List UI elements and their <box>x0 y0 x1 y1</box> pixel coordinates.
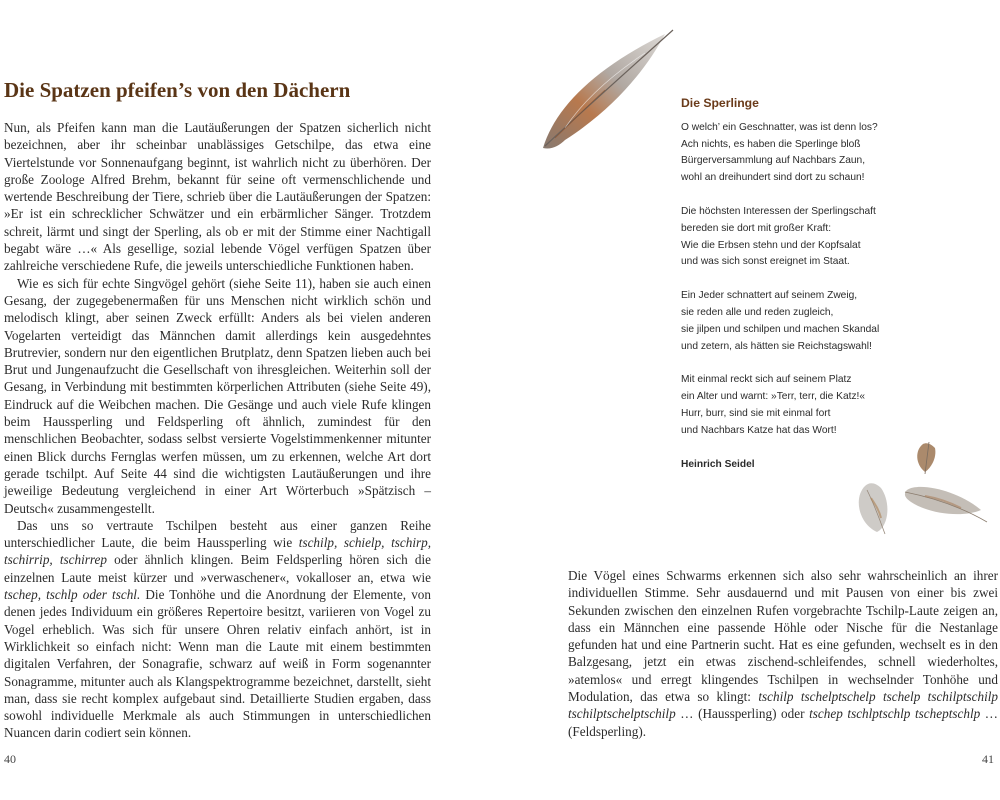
poem-line: Ein Jeder schnattert auf seinem Zweig, <box>681 290 858 302</box>
poem-line: Mit einmal reckt sich auf seinem Platz <box>681 374 852 386</box>
page-number-left: 40 <box>4 752 16 766</box>
poem-stanza <box>681 204 931 271</box>
call-transcription: tschep tschlptschlp tscheptschlp <box>809 706 981 722</box>
poem-line: Bürgerversammlung auf Nachbars Zaun, <box>681 155 866 167</box>
feather-illustration <box>535 28 685 178</box>
poem-line: O welch’ ein Geschnatter, was ist denn los? <box>681 121 878 133</box>
paragraph <box>4 119 431 275</box>
text-run: Das uns so vertraute Tschilpen besteht aus einer ganzen Reihe unterschiedlicher Laute, die beim Haussperling wie <box>4 517 431 551</box>
text-run: Nun, als Pfeifen kann man die Lautäußerungen der Spatzen sicherlich nicht bezeichnen, aber ihr scheinbar unablässiges Getschilpe, das etwa eine Viertelstunde vor Sonnenaufgang beginnt, ist wahrlich nicht zu überhören. Der große Zoologe Alfred Brehm, bekannt für seine oft vermenschlichende und wertende Beschreibung der Tiere, schrieb über die Lautäußerungen der Spatzen: »Er ist ein schrecklicher Schwätzer und ein erbärmlicher Sänger. Trotzdem schreit, lärmt und singt der Sperling, als ob er mit der Stimme einer Nachtigall begabt wäre …« Als gesellige, sozial lebende Vögel verfügen Spatzen über zahlreiche verschiedene Rufe, die jeweils unterschiedliche Funktionen haben. <box>4 120 431 274</box>
text-run: oder ähnlich klingen. Beim Feldsperling hören sich die einzelnen Laute meist kürzer und »verwaschener«, vokalloser an, etwa wie <box>4 552 431 585</box>
text-run: … (Haussperling) oder <box>675 706 810 722</box>
poem-line: bereden sie dort mit großer Kraft: <box>681 222 832 234</box>
text-run: … (Feldsperling). <box>568 706 998 739</box>
poem-line: wohl an dreihundert sind dort zu schaun! <box>681 172 865 184</box>
page-number-right: 41 <box>982 752 994 766</box>
poem <box>681 95 931 473</box>
poem-line: ein Alter und warnt: »Terr, terr, die Katz!« <box>681 391 866 403</box>
poem-line: Wie die Erbsen stehn und der Kopfsalat <box>681 239 861 251</box>
poem-line: und was sich sonst ereignet im Staat. <box>681 256 850 268</box>
poem-line: sie jilpen und schilpen und machen Skandal <box>681 323 880 335</box>
poem-line: und zetern, als hätten sie Reichstagswahl! <box>681 340 872 352</box>
poem-stanza <box>681 372 931 439</box>
poem-line: sie reden alle und reden zugleich, <box>681 306 834 318</box>
poem-line: Hurr, burr, sind sie mit einmal fort <box>681 407 831 419</box>
poem-title: Die Sperlinge <box>681 96 759 110</box>
poem-line: Ach nichts, es haben die Sperlinge bloß <box>681 138 861 150</box>
text-run: Die Tonhöhe und die Anordnung der Elemente, von denen jedes Individuum ein größeres Repertoire besitzt, variieren von Vogel zu Vogel erheblich. Was sich für unsere Ohren relativ einfach anhört, ist in Wirklichkeit so einfach nicht: Wenn man die Laute mit einem bestimmten digitalen Verfahren, der Sonagrafie, schwarz auf weiß in Form sogenannter Sonagramme, mitunter auch als Klangspektrogramme bezeichnet, darstellt, sieht man, dass sie recht komplex aufgebaut sind. Detaillierte Studien ergaben, dass sowohl individuelle Merkmale als auch Stimmungen in unterschiedlichen Nuancen darin codiert sein können. <box>4 587 431 741</box>
text-run: Die Vögel eines Schwarms erkennen sich also sehr wahrscheinlich an ihrer individuellen Stimme. Sehr ausdauernd und mit Pausen von einer bis zwei Sekunden zwischen den einzelnen Rufen vorgebrachte Tschilp-Laute zeigen an, dass ein Männchen eine passende Höhle oder Nische für die Nestanlage gefunden hat und eine Partnerin sucht. Hat es eine gefunden, wechselt es in den Balzgesang, jetzt ein etwas zischend-schleifendes, schnell wiederholtes, »atemlos« und erregt klingendes Tschilpen in wechselnder Tonhöhe und Modulation, das etwa so klingt: <box>568 568 998 705</box>
right-body-text <box>568 567 998 740</box>
text-run: Wie es sich für echte Singvögel gehört (siehe Seite 11), haben sie auch einen Gesang, der zugegebenermaßen für uns Menschen nicht wirklich schön und melodisch klingt, aber seinen Zweck erfüllt: Anders als bei vielen anderen Vogelarten verteidigt das Männchen damit allerdings kein ausgedehntes Brutrevier, sondern nur den eigentlichen Brutplatz, denn Spatzen lieben auch bei Brut und Jungenaufzucht die Gesellschaft von ihresgleichen. Weiterhin soll der Gesang, in Verbindung mit bestimmten körperlichen Attributen (siehe Seite 49), Eindruck auf die Weibchen machen. Die Gesänge und auch viele Rufe klingen beim Haussperling und Feldsperling oft ähnlich, zumindest für den menschlichen Beobachter, sodass selbst versierte Vogelstimmenkenner mitunter einen Blick durchs Fernglas werfen müssen, um zu erkennen, welche Art dort gerade tschilpt. Auf Seite 44 sind die wichtigsten Lautäußerungen und ihre jeweilige Bedeutung vergleichend in einer Art Wörterbuch »Spätzisch – Deutsch« zusammengestellt. <box>4 275 431 516</box>
call-transcription: tschep, tschlp oder tschl. <box>4 587 141 603</box>
right-page <box>500 0 1000 800</box>
poem-stanza <box>681 288 931 355</box>
paragraph <box>4 517 431 742</box>
poem-line: Die höchsten Interessen der Sperlingschaft <box>681 205 876 217</box>
poem-author: Heinrich Seidel <box>681 458 755 470</box>
paragraph <box>568 567 998 740</box>
poem-stanzas <box>681 120 931 440</box>
poem-stanza <box>681 120 931 187</box>
call-transcription: tschilp, schielp, tschirp, tschirrip, tschirrep <box>4 535 432 568</box>
paragraph <box>4 275 431 517</box>
call-transcription: tschilp tschelptschelp tschelp tschilptschilp tschilptschelptschilp <box>568 689 998 722</box>
chapter-title: Die Spatzen pfeifen’s von den Dächern <box>4 78 351 102</box>
left-body-text <box>4 119 431 742</box>
poem-line: und Nachbars Katze hat das Wort! <box>681 424 837 436</box>
